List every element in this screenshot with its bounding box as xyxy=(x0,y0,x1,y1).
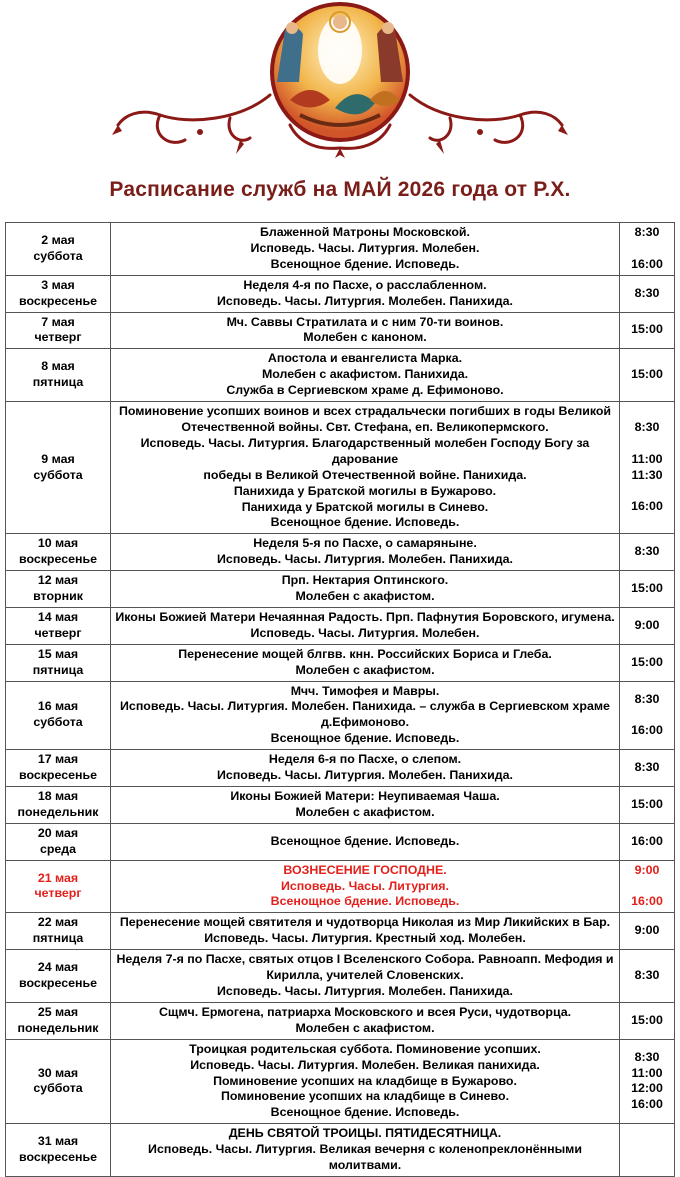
service-description xyxy=(111,571,620,608)
service-line: Неделя 4-я по Пасхе, о расслабленном. xyxy=(243,277,487,292)
service-description xyxy=(111,681,620,750)
service-line: Иконы Божией Матери: Неупиваемая Чаша. xyxy=(230,789,500,803)
service-time: 16:00 xyxy=(631,499,663,514)
service-line: Панихида у Братской могилы в Бужарово. xyxy=(233,483,497,498)
weekday-label: вторник xyxy=(33,589,83,604)
date-label: 18 мая xyxy=(37,789,79,803)
service-description xyxy=(111,349,620,402)
service-line: Перенесение мощей святителя и чудотворца Николая из Мир Ликийских в Бар. xyxy=(119,915,611,930)
date-cell xyxy=(6,681,111,750)
service-time: 11:00 xyxy=(631,1065,663,1080)
service-description xyxy=(111,950,620,1003)
service-description xyxy=(111,402,620,534)
table-row xyxy=(6,402,675,534)
date-cell xyxy=(6,223,111,276)
service-description xyxy=(111,644,620,681)
date-label: 17 мая xyxy=(37,752,79,767)
service-time: 8:30 xyxy=(634,285,660,300)
service-line: ВОЗНЕСЕНИЕ ГОСПОДНЕ. xyxy=(283,862,447,877)
time-cell xyxy=(620,1124,675,1177)
weekday-label: четверг xyxy=(34,330,82,345)
service-time: 11:30 xyxy=(631,467,663,482)
service-line: Перенесение мощей блгвв. кнн. Российских Бориса и Глеба. xyxy=(178,646,552,661)
service-description xyxy=(111,1002,620,1039)
service-line: победы в Великой Отечественной войне. Панихида. xyxy=(203,467,527,482)
service-description xyxy=(111,223,620,276)
service-line: Всенощное бдение. Исповедь. xyxy=(270,731,460,746)
date-label: 14 мая xyxy=(37,609,79,624)
service-line: Поминовение усопших на кладбище в Синево. xyxy=(220,1089,510,1104)
service-line: Кирилла, учителей Словенских. xyxy=(266,968,464,983)
date-label: 8 мая xyxy=(41,359,75,374)
time-cell xyxy=(620,750,675,787)
time-cell xyxy=(620,312,675,349)
weekday-label: четверг xyxy=(34,886,82,901)
weekday-label: воскресенье xyxy=(18,552,98,567)
table-row xyxy=(6,823,675,860)
weekday-label: пятница xyxy=(32,662,84,677)
service-description xyxy=(111,312,620,349)
time-cell xyxy=(620,644,675,681)
table-row xyxy=(6,312,675,349)
weekday-label: пятница xyxy=(32,931,84,946)
service-line: Блаженной Матроны Московской. xyxy=(260,225,470,239)
service-line: Молебен с акафистом. xyxy=(295,662,435,677)
service-time: 11:00 xyxy=(631,451,663,466)
service-time: 8:30 xyxy=(634,225,660,239)
service-line: Иконы Божией Матери Нечаянная Радость. Прп. Пафнутия Боровского, игумена. xyxy=(115,609,615,624)
service-time: 15:00 xyxy=(631,796,663,811)
service-time: 8:30 xyxy=(634,1049,660,1064)
table-row xyxy=(6,534,675,571)
time-cell xyxy=(620,913,675,950)
weekday-label: воскресенье xyxy=(18,1150,98,1165)
service-time: 8:30 xyxy=(634,760,660,775)
table-row xyxy=(6,860,675,913)
table-row xyxy=(6,1124,675,1177)
date-cell xyxy=(6,823,111,860)
service-line: Отечественной войны. Свт. Стефана, еп. Великопермского. xyxy=(181,419,549,434)
service-line: Исповедь. Часы. Литургия. Молебен. Панихида. – служба в Сергиевском храме xyxy=(120,699,610,714)
table-row xyxy=(6,571,675,608)
date-cell xyxy=(6,571,111,608)
time-cell xyxy=(620,823,675,860)
service-time: 9:00 xyxy=(634,923,660,938)
service-line: Троицкая родительская суббота. Поминовение усопших. xyxy=(189,1041,541,1056)
service-time: 15:00 xyxy=(631,654,663,669)
date-label: 16 мая xyxy=(37,699,79,714)
service-line: Мчч. Тимофея и Мавры. xyxy=(290,683,440,698)
service-line: Молебен с каноном. xyxy=(303,330,427,345)
time-cell xyxy=(620,681,675,750)
service-line: д.Ефимоново. xyxy=(320,715,410,730)
schedule-table xyxy=(5,222,675,1177)
service-description xyxy=(111,823,620,860)
service-line: Всенощное бдение. Исповедь. xyxy=(270,833,460,848)
service-line: Служба в Сергиевском храме д. Ефимоново. xyxy=(226,383,504,398)
service-time: 15:00 xyxy=(631,581,663,596)
date-label: 9 мая xyxy=(41,451,75,466)
service-description xyxy=(111,1039,620,1124)
service-line: Поминовение усопших воинов и всех страдальчески погибших в годы Великой xyxy=(118,404,612,419)
weekday-label: воскресенье xyxy=(18,976,98,991)
date-label: 21 мая xyxy=(37,870,79,885)
service-time: 15:00 xyxy=(631,322,663,337)
time-cell xyxy=(620,223,675,276)
weekday-label: суббота xyxy=(33,715,83,730)
date-cell xyxy=(6,1002,111,1039)
date-cell xyxy=(6,1039,111,1124)
service-description xyxy=(111,787,620,824)
weekday-label: среда xyxy=(39,841,77,856)
service-time: 9:00 xyxy=(634,862,660,877)
weekday-label: понедельник xyxy=(17,804,99,819)
service-line: Сщмч. Ермогена, патриарха Московского и всея Руси, чудотворца. xyxy=(158,1004,572,1019)
service-line: Мч. Саввы Стратилата и с ним 70-ти воинов. xyxy=(226,314,504,329)
date-cell xyxy=(6,349,111,402)
table-row xyxy=(6,950,675,1003)
service-line: Всенощное бдение. Исповедь. xyxy=(270,1105,460,1120)
weekday-label: воскресенье xyxy=(18,293,98,308)
date-label: 22 мая xyxy=(37,915,79,930)
service-time: 16:00 xyxy=(631,1097,663,1112)
service-line: Исповедь. Часы. Литургия. Молебен. Панихида. xyxy=(217,552,513,567)
service-description xyxy=(111,607,620,644)
service-line: Поминовение усопших на кладбище в Бужарово. xyxy=(213,1073,517,1088)
date-label: 25 мая xyxy=(37,1004,79,1019)
date-cell xyxy=(6,950,111,1003)
weekday-label: понедельник xyxy=(17,1020,99,1035)
table-row xyxy=(6,223,675,276)
table-row xyxy=(6,349,675,402)
time-cell xyxy=(620,349,675,402)
service-line: Молебен с акафистом. xyxy=(295,589,435,604)
weekday-label: пятница xyxy=(32,375,84,390)
service-line: Исповедь. Часы. Литургия. Молебен. Панихида. xyxy=(217,983,513,998)
service-line: Исповедь. Часы. Литургия. Молебен. xyxy=(250,240,480,255)
date-cell xyxy=(6,607,111,644)
date-cell xyxy=(6,534,111,571)
table-row xyxy=(6,275,675,312)
service-time: 16:00 xyxy=(631,894,663,909)
time-cell xyxy=(620,1039,675,1124)
table-row xyxy=(6,681,675,750)
service-line: ДЕНЬ СВЯТОЙ ТРОИЦЫ. ПЯТИДЕСЯТНИЦА. xyxy=(228,1126,502,1141)
service-description xyxy=(111,860,620,913)
service-time: 8:30 xyxy=(634,544,660,559)
service-line: Исповедь. Часы. Литургия. Великая вечерня с коленопреклонёнными молитвами. xyxy=(148,1142,582,1173)
service-time: 8:30 xyxy=(634,968,660,983)
date-cell xyxy=(6,750,111,787)
service-time: 9:00 xyxy=(634,617,660,632)
time-cell xyxy=(620,787,675,824)
date-label: 2 мая xyxy=(41,232,75,247)
service-line: Исповедь. Часы. Литургия. Молебен. Панихида. xyxy=(217,768,513,783)
service-line: Молебен с акафистом. xyxy=(295,1020,435,1035)
service-line: Панихида у Братской могилы в Синево. xyxy=(241,499,489,514)
date-cell xyxy=(6,402,111,534)
page-title: Расписание служб на МАЙ 2026 года от Р.Х. xyxy=(109,178,571,201)
service-time: 8:30 xyxy=(634,691,660,706)
service-line: Исповедь. Часы. Литургия. Крестный ход. Молебен. xyxy=(204,931,526,946)
table-row xyxy=(6,644,675,681)
date-cell xyxy=(6,1124,111,1177)
service-description xyxy=(111,1124,620,1177)
date-label: 12 мая xyxy=(37,573,79,588)
service-description xyxy=(111,275,620,312)
service-line: Исповедь. Часы. Литургия. Молебен. Великая панихида. xyxy=(190,1057,540,1072)
service-line: Апостола и евангелиста Марка. xyxy=(267,351,463,366)
time-cell xyxy=(620,534,675,571)
service-line: Неделя 6-я по Пасхе, о слепом. xyxy=(268,752,462,767)
time-cell xyxy=(620,571,675,608)
table-row xyxy=(6,913,675,950)
date-label: 3 мая xyxy=(41,277,75,292)
service-time: 16:00 xyxy=(631,723,663,738)
weekday-label: суббота xyxy=(33,467,83,482)
date-cell xyxy=(6,787,111,824)
date-cell xyxy=(6,860,111,913)
date-label: 20 мая xyxy=(37,825,79,840)
date-label: 30 мая xyxy=(37,1065,79,1080)
service-line: Исповедь. Часы. Литургия. Молебен. xyxy=(250,625,480,640)
time-cell xyxy=(620,860,675,913)
service-time: 16:00 xyxy=(631,833,663,848)
weekday-label: суббота xyxy=(33,248,83,263)
date-label: 10 мая xyxy=(37,536,79,551)
date-label: 24 мая xyxy=(37,960,79,975)
service-description xyxy=(111,750,620,787)
table-row xyxy=(6,787,675,824)
weekday-label: воскресенье xyxy=(18,768,98,783)
time-cell xyxy=(620,1002,675,1039)
header-ornament xyxy=(0,0,680,160)
service-line: Всенощное бдение. Исповедь. xyxy=(270,256,460,271)
date-label: 31 мая xyxy=(37,1134,79,1149)
service-time: 16:00 xyxy=(631,256,663,271)
service-time: 12:00 xyxy=(631,1081,663,1096)
service-line: Исповедь. Часы. Литургия. Благодарственный молебен Господу Богу за дарование xyxy=(140,435,590,466)
service-line: Всенощное бдение. Исповедь. xyxy=(270,515,460,530)
service-description xyxy=(111,913,620,950)
weekday-label: суббота xyxy=(33,1081,83,1096)
date-label: 15 мая xyxy=(37,646,79,661)
time-cell xyxy=(620,402,675,534)
date-label: 7 мая xyxy=(41,314,75,329)
service-line: Молебен с акафистом. xyxy=(295,804,435,819)
service-line: Молебен с акафистом. Панихида. xyxy=(261,367,469,382)
time-cell xyxy=(620,275,675,312)
date-cell xyxy=(6,275,111,312)
service-line: Прп. Нектария Оптинского. xyxy=(281,573,449,588)
service-line: Неделя 7-я по Пасхе, святых отцов I Вселенского Собора. Равноапп. Мефодия и xyxy=(116,952,614,967)
service-line: Всенощное бдение. Исповедь. xyxy=(270,894,460,909)
service-time: 15:00 xyxy=(631,367,663,382)
date-cell xyxy=(6,913,111,950)
service-line: Исповедь. Часы. Литургия. Молебен. Панихида. xyxy=(217,293,513,308)
table-row xyxy=(6,607,675,644)
table-row xyxy=(6,1039,675,1124)
table-row xyxy=(6,1002,675,1039)
service-line: Исповедь. Часы. Литургия. xyxy=(281,878,449,893)
time-cell xyxy=(620,950,675,1003)
service-line: Неделя 5-я по Пасхе, о самаряныне. xyxy=(253,536,477,551)
date-cell xyxy=(6,312,111,349)
service-time: 15:00 xyxy=(631,1012,663,1027)
weekday-label: четверг xyxy=(34,625,82,640)
time-cell xyxy=(620,607,675,644)
service-description xyxy=(111,534,620,571)
date-cell xyxy=(6,644,111,681)
table-row xyxy=(6,750,675,787)
service-time: 8:30 xyxy=(634,419,660,434)
